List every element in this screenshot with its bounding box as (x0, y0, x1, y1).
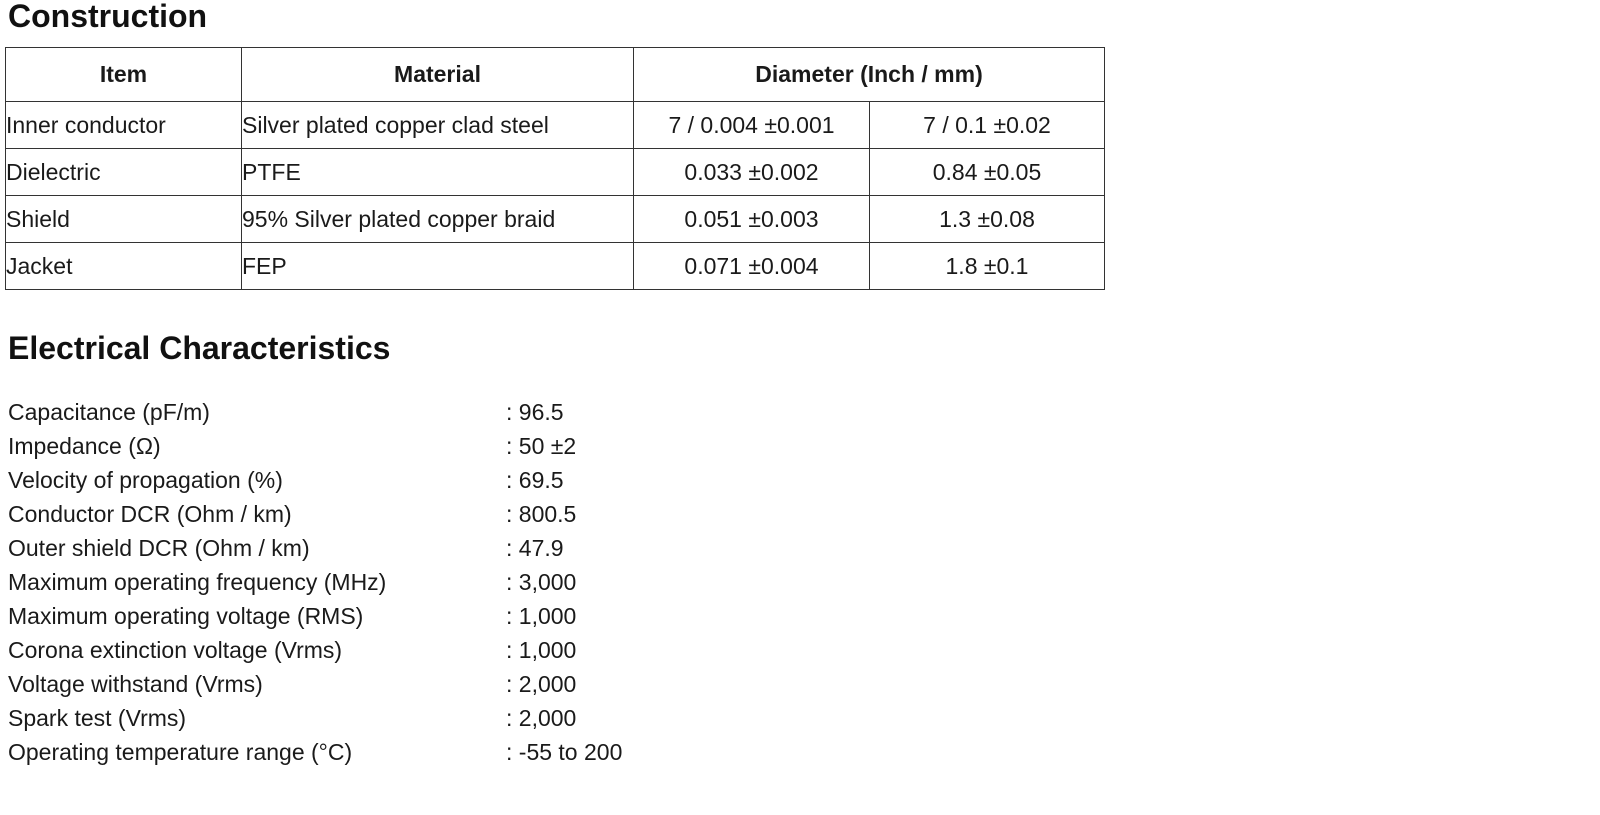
characteristic-label: Maximum operating voltage (RMS) (8, 603, 364, 629)
cell-item: Jacket (6, 243, 242, 290)
characteristic-value: : 47.9 (506, 535, 564, 561)
list-item (8, 531, 708, 565)
cell-material: FEP (242, 243, 634, 290)
cell-diameter-mm: 1.3 ±0.08 (870, 196, 1105, 243)
header-diameter: Diameter (Inch / mm) (634, 48, 1105, 102)
cell-material: Silver plated copper clad steel (242, 102, 634, 149)
characteristic-label: Outer shield DCR (Ohm / km) (8, 535, 310, 561)
header-item: Item (6, 48, 242, 102)
table-row (6, 102, 1105, 149)
table-row (6, 243, 1105, 290)
cell-material: PTFE (242, 149, 634, 196)
characteristic-value: : 50 ±2 (506, 433, 577, 459)
characteristic-value: : 1,000 (506, 637, 577, 663)
list-item (8, 735, 708, 769)
cell-item: Inner conductor (6, 102, 242, 149)
characteristic-label: Maximum operating frequency (MHz) (8, 569, 387, 595)
characteristic-label: Spark test (Vrms) (8, 705, 187, 731)
characteristic-label: Capacitance (pF/m) (8, 399, 210, 425)
electrical-characteristics-list (8, 395, 708, 769)
characteristic-value: : 3,000 (506, 569, 577, 595)
list-item (8, 701, 708, 735)
table-row (6, 149, 1105, 196)
construction-heading: Construction (8, 0, 208, 34)
table-row (6, 196, 1105, 243)
list-item (8, 599, 708, 633)
characteristic-label: Operating temperature range (°C) (8, 739, 353, 765)
characteristic-value: : 2,000 (506, 705, 577, 731)
characteristic-label: Impedance (Ω) (8, 433, 161, 459)
construction-table (5, 47, 1105, 290)
cell-item: Shield (6, 196, 242, 243)
cell-diameter-mm: 1.8 ±0.1 (870, 243, 1105, 290)
characteristic-value: : -55 to 200 (506, 739, 623, 765)
characteristic-value: : 1,000 (506, 603, 577, 629)
electrical-heading: Electrical Characteristics (8, 330, 391, 366)
cell-material: 95% Silver plated copper braid (242, 196, 634, 243)
cell-diameter-inch: 7 / 0.004 ±0.001 (634, 102, 870, 149)
table-header-row (6, 48, 1105, 102)
list-item (8, 429, 708, 463)
cell-diameter-mm: 7 / 0.1 ±0.02 (870, 102, 1105, 149)
cell-diameter-inch: 0.051 ±0.003 (634, 196, 870, 243)
characteristic-label: Velocity of propagation (%) (8, 467, 283, 493)
cell-diameter-inch: 0.033 ±0.002 (634, 149, 870, 196)
characteristic-label: Voltage withstand (Vrms) (8, 671, 263, 697)
cell-item: Dielectric (6, 149, 242, 196)
characteristic-value: : 96.5 (506, 399, 564, 425)
characteristic-label: Conductor DCR (Ohm / km) (8, 501, 292, 527)
list-item (8, 633, 708, 667)
characteristic-value: : 800.5 (506, 501, 577, 527)
characteristic-value: : 69.5 (506, 467, 564, 493)
list-item (8, 667, 708, 701)
list-item (8, 565, 708, 599)
list-item (8, 463, 708, 497)
header-material: Material (242, 48, 634, 102)
list-item (8, 497, 708, 531)
characteristic-value: : 2,000 (506, 671, 577, 697)
cell-diameter-inch: 0.071 ±0.004 (634, 243, 870, 290)
cell-diameter-mm: 0.84 ±0.05 (870, 149, 1105, 196)
characteristic-label: Corona extinction voltage (Vrms) (8, 637, 343, 663)
list-item (8, 395, 708, 429)
